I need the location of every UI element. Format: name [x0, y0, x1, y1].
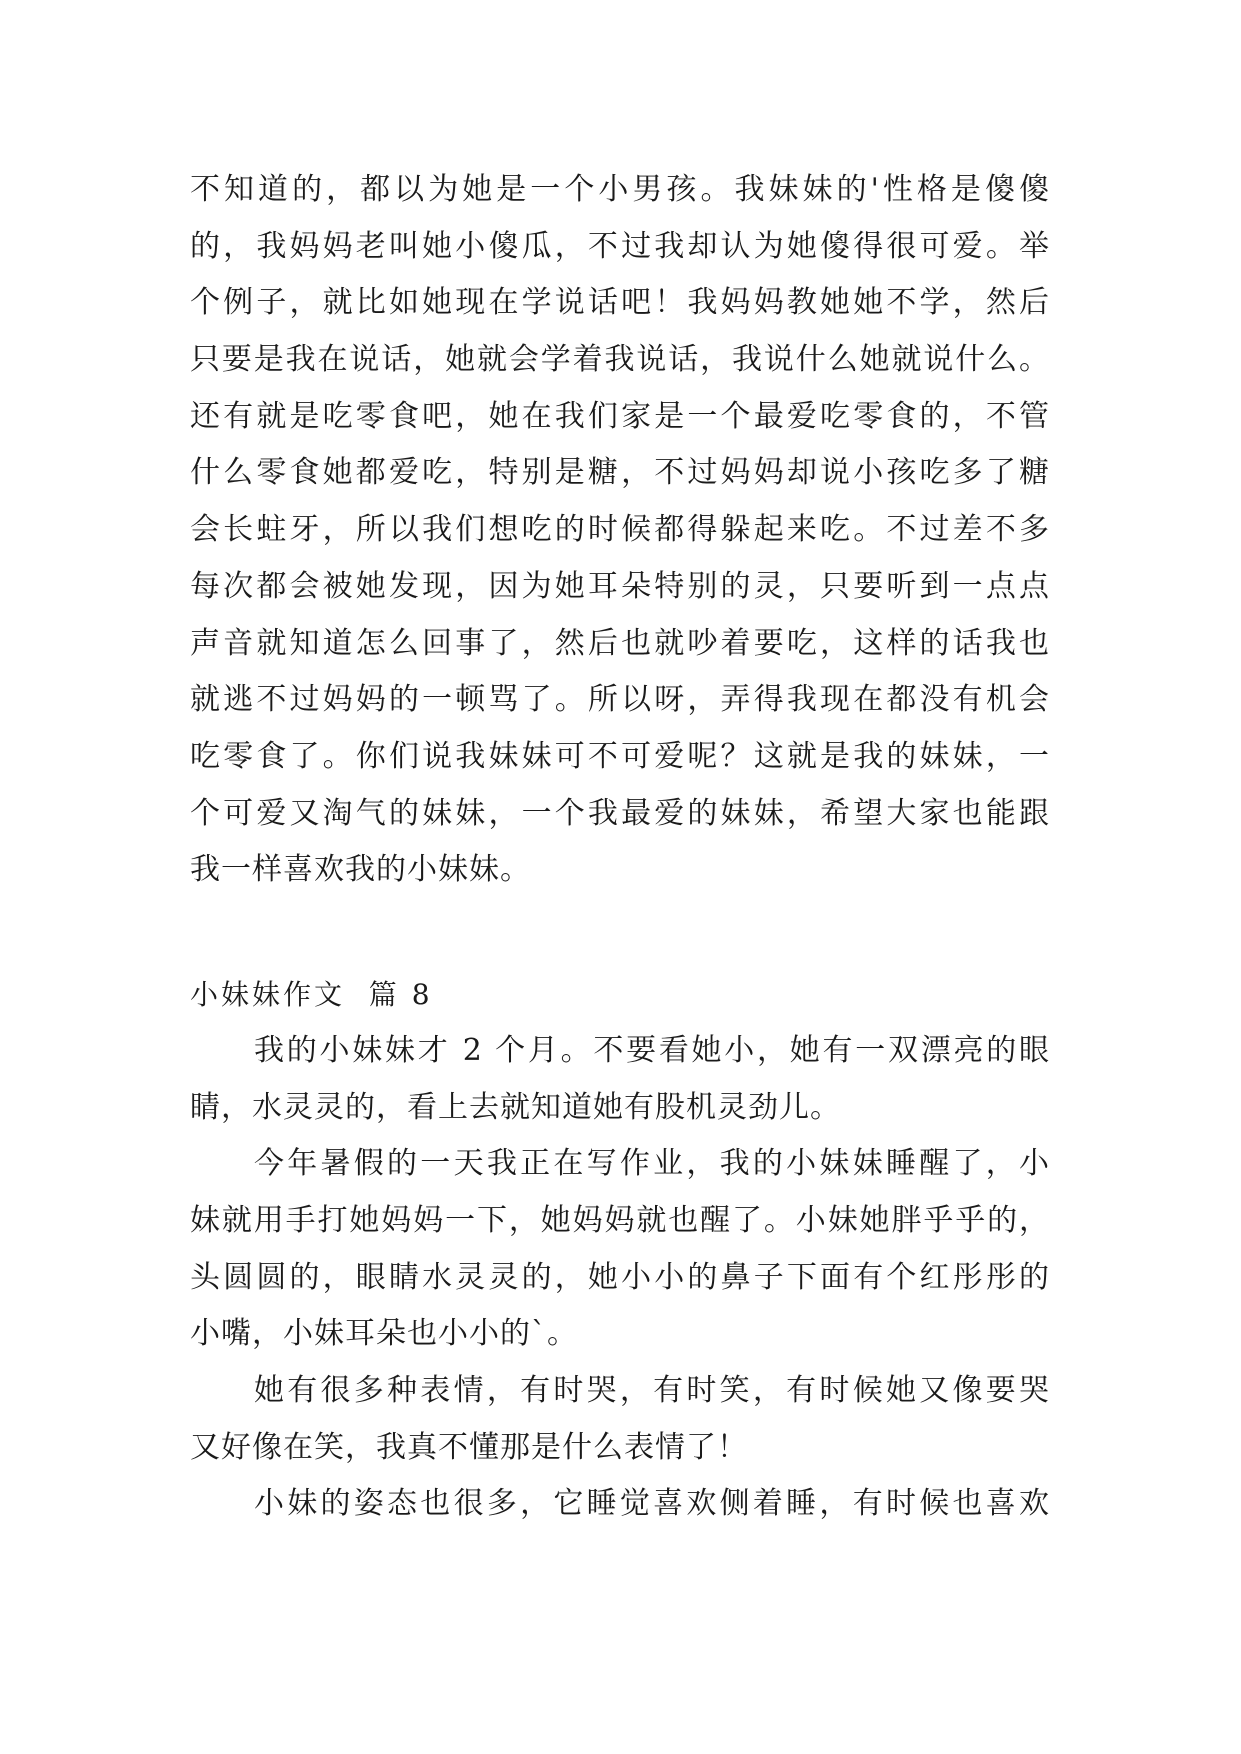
text-line: 声音就知道怎么回事了，然后也就吵着要吃，这样的话我也 [190, 625, 1050, 661]
text-line: 小嘴，小妹耳朵也小小的`。 [190, 1316, 578, 1352]
text-line: 头圆圆的，眼睛水灵灵的，她小小的鼻子下面有个红彤彤的 [190, 1259, 1050, 1295]
text-line: 不知道的，都以为她是一个小男孩。我妹妹的'性格是傻傻 [190, 172, 1050, 207]
text-line: 个可爱又淘气的妹妹，一个我最爱的妹妹，希望大家也能跟 [190, 795, 1050, 831]
text-line: 什么零食她都爱吃，特别是糖，不过妈妈却说小孩吃多了糖 [190, 455, 1050, 491]
text-line: 睛，水灵灵的，看上去就知道她有股机灵劲儿。 [190, 1089, 841, 1125]
text-line: 今年暑假的一天我正在写作业，我的小妹妹睡醒了，小 [254, 1146, 1050, 1182]
text-line: 只要是我在说话，她就会学着我说话，我说什么她就说什么。 [190, 342, 1050, 378]
paragraph-spacer [190, 899, 1050, 967]
text-line: 小妹的姿态也很多，它睡觉喜欢侧着睡，有时候也喜欢 [254, 1486, 1050, 1522]
text-line: 就逃不过妈妈的一顿骂了。所以呀，弄得我现在都没有机会 [190, 682, 1050, 718]
text-line: 妹就用手打她妈妈一下，她妈妈就也醒了。小妹她胖乎乎的， [190, 1203, 1050, 1238]
document-body [190, 162, 1050, 1533]
text-line: 她有很多种表情，有时哭，有时笑，有时候她又像要哭 [254, 1373, 1050, 1409]
text-line: 吃零食了。你们说我妹妹可不可爱呢？这就是我的妹妹，一 [190, 738, 1050, 774]
paragraph-3 [190, 1136, 1050, 1363]
text-line: 又好像在笑，我真不懂那是什么表情了！ [190, 1429, 748, 1465]
text-line: 每次都会被她发现，因为她耳朵特别的灵，只要听到一点点 [190, 568, 1050, 604]
text-line: 我的小妹妹才 2 个月。不要看她小，她有一双漂亮的眼 [254, 1032, 1050, 1068]
section-heading: 小妹妹作文 篇 8 [190, 977, 433, 1011]
paragraph-2 [190, 1023, 1050, 1136]
paragraph-4 [190, 1363, 1050, 1476]
text-line: 会长蛀牙，所以我们想吃的时候都得躲起来吃。不过差不多 [190, 512, 1050, 548]
text-line: 的，我妈妈老叫她小傻瓜，不过我却认为她傻得很可爱。举 [190, 228, 1050, 264]
text-line: 还有就是吃零食吧，她在我们家是一个最爱吃零食的，不管 [190, 398, 1050, 434]
paragraph-5 [190, 1476, 1050, 1533]
text-line: 我一样喜欢我的小妹妹。 [190, 852, 531, 888]
paragraph-1 [190, 162, 1050, 899]
text-line: 个例子，就比如她现在学说话吧！我妈妈教她她不学，然后 [190, 285, 1050, 321]
